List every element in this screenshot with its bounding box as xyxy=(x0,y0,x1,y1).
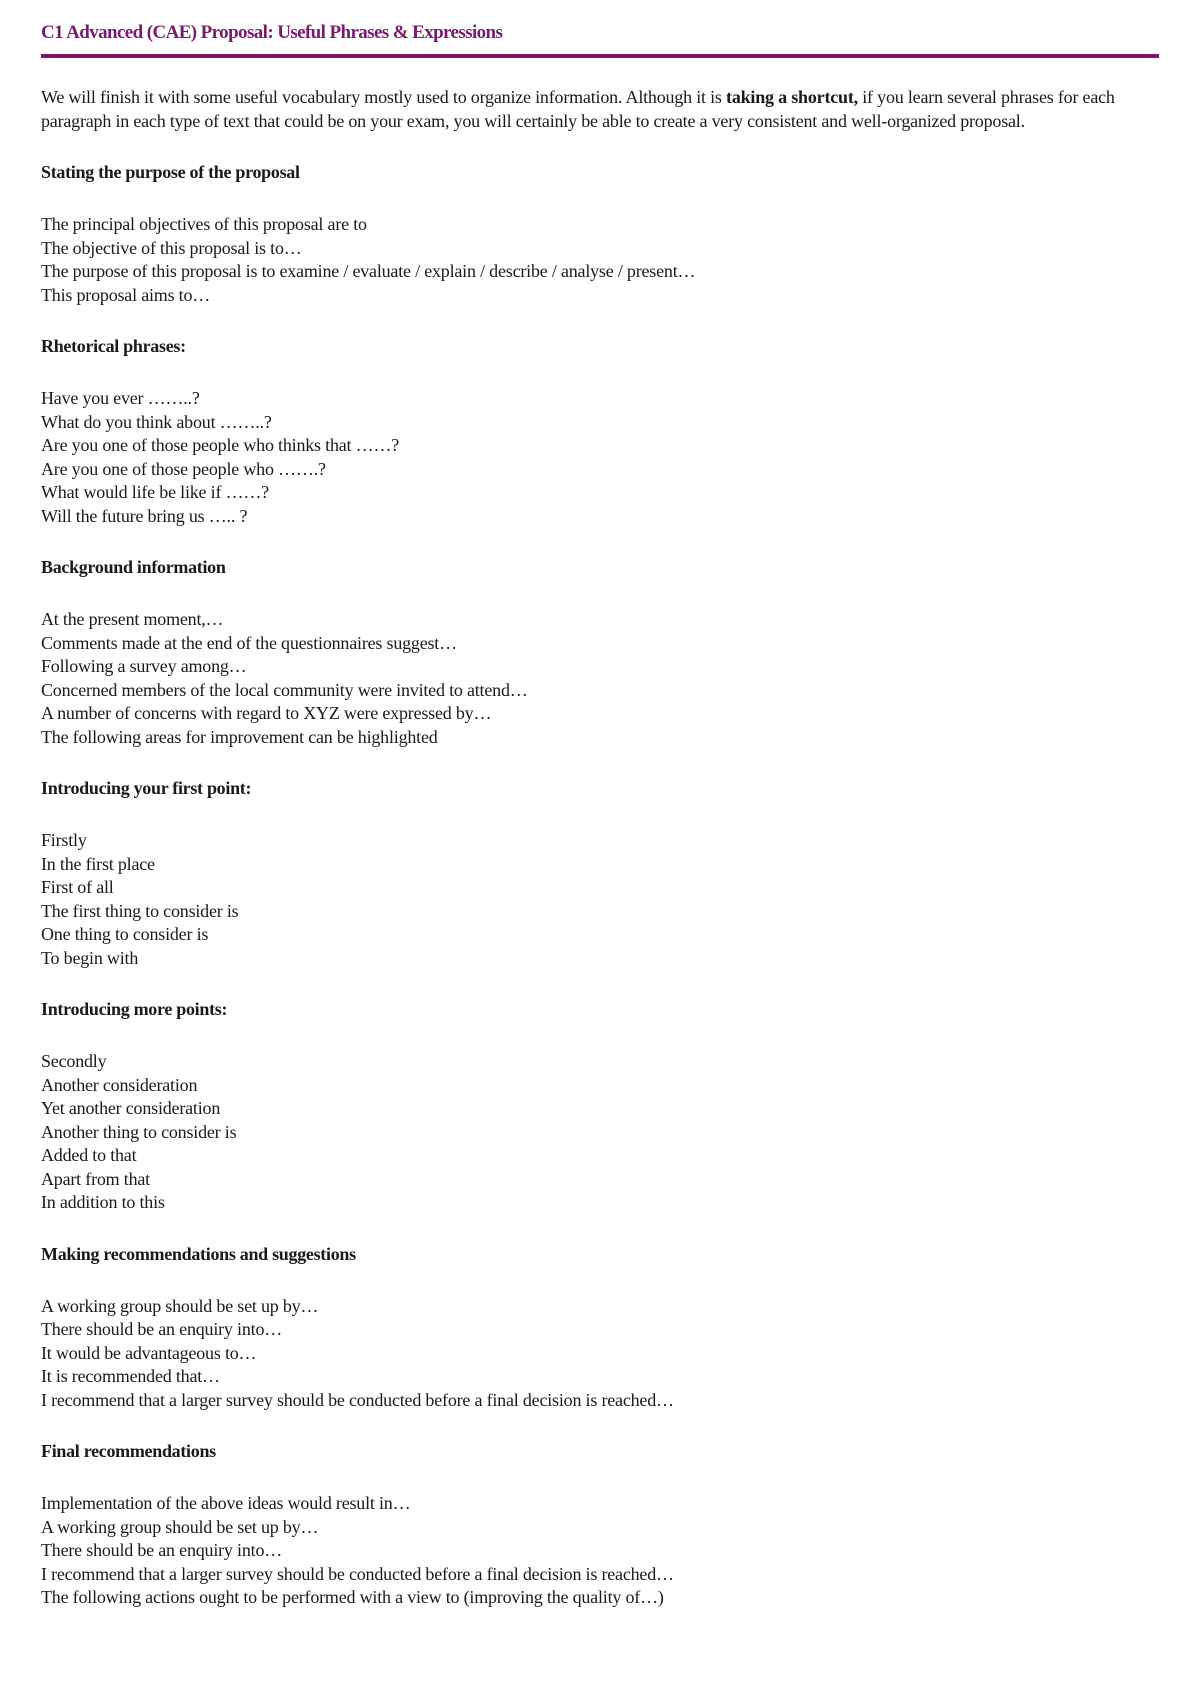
phrase-item: The following areas for improvement can be highlighted xyxy=(41,726,438,747)
phrase-section xyxy=(41,335,1159,528)
phrase-item: There should be an enquiry into… xyxy=(41,1540,283,1560)
phrase-item: Another thing to consider is xyxy=(41,1121,237,1142)
phrase-item: Added to that xyxy=(41,1145,137,1165)
phrase-list xyxy=(41,608,1159,749)
phrase-section xyxy=(41,777,1159,970)
phrase-item: A working group should be set up by… xyxy=(41,1295,319,1316)
phrase-item: It would be advantageous to… xyxy=(41,1342,257,1363)
phrase-item: The objective of this proposal is to… xyxy=(41,237,302,258)
phrase-item: Are you one of those people who thinks that ……? xyxy=(41,435,400,455)
phrase-sections xyxy=(41,161,1159,1610)
phrase-item: There should be an enquiry into… xyxy=(41,1319,283,1339)
phrase-list xyxy=(41,1492,1159,1610)
section-heading: Introducing more points: xyxy=(41,999,228,1019)
phrase-list xyxy=(41,829,1159,970)
phrase-section xyxy=(41,556,1159,749)
phrase-list xyxy=(41,387,1159,528)
phrase-item: Secondly xyxy=(41,1051,107,1071)
phrase-item: In addition to this xyxy=(41,1192,165,1212)
phrase-item: A working group should be set up by… xyxy=(41,1516,319,1537)
phrase-item: First of all xyxy=(41,877,114,897)
phrase-item: Are you one of those people who …….? xyxy=(41,458,326,479)
phrase-item: Will the future bring us ….. ? xyxy=(41,505,248,526)
phrase-section xyxy=(41,998,1159,1215)
phrase-section xyxy=(41,1243,1159,1413)
phrase-item: Firstly xyxy=(41,830,87,850)
phrase-item: One thing to consider is xyxy=(41,924,209,944)
phrase-item: Another consideration xyxy=(41,1074,198,1095)
phrase-item: Yet another consideration xyxy=(41,1098,221,1118)
section-heading: Making recommendations and suggestions xyxy=(41,1243,356,1264)
intro-text-after: if you learn several phrases for each paragraph in each type of text that could be on your exam, you will certainly be able to create a very consistent and well-organized proposal. xyxy=(41,87,1115,131)
phrase-item: The first thing to consider is xyxy=(41,900,239,921)
phrase-item: Following a survey among… xyxy=(41,656,247,676)
document-page xyxy=(41,22,1159,1610)
section-heading: Rhetorical phrases: xyxy=(41,336,186,356)
section-heading: Stating the purpose of the proposal xyxy=(41,162,300,182)
phrase-item: What would life be like if ……? xyxy=(41,482,269,502)
section-heading: Final recommendations xyxy=(41,1441,216,1461)
phrase-item: A number of concerns with regard to XYZ were expressed by… xyxy=(41,703,492,723)
phrase-section xyxy=(41,161,1159,307)
phrase-item: Have you ever ……..? xyxy=(41,388,200,408)
document-title: C1 Advanced (CAE) Proposal: Useful Phrases & Expressions xyxy=(41,22,1159,58)
phrase-item: Apart from that xyxy=(41,1168,150,1189)
phrase-item: It is recommended that… xyxy=(41,1366,220,1386)
phrase-section xyxy=(41,1440,1159,1610)
phrase-item: I recommend that a larger survey should be conducted before a final decision is reached… xyxy=(41,1563,674,1584)
phrase-item: I recommend that a larger survey should be conducted before a final decision is reached… xyxy=(41,1389,674,1410)
intro-text-bold: taking a shortcut, xyxy=(726,87,858,107)
phrase-item: What do you think about ……..? xyxy=(41,411,272,432)
section-heading: Introducing your first point: xyxy=(41,778,252,798)
phrase-item: This proposal aims to… xyxy=(41,284,211,305)
phrase-item: The principal objectives of this proposal are to xyxy=(41,214,367,234)
phrase-item: To begin with xyxy=(41,947,139,968)
phrase-item: At the present moment,… xyxy=(41,609,224,629)
phrase-item: In the first place xyxy=(41,853,155,874)
phrase-item: Comments made at the end of the questionnaires suggest… xyxy=(41,632,457,653)
phrase-list xyxy=(41,1295,1159,1413)
phrase-item: Concerned members of the local community were invited to attend… xyxy=(41,679,528,700)
phrase-item: The purpose of this proposal is to examine / evaluate / explain / describe / analyse / present… xyxy=(41,261,696,281)
intro-paragraph xyxy=(41,86,1159,133)
section-heading: Background information xyxy=(41,557,226,577)
phrase-list xyxy=(41,213,1159,307)
phrase-list xyxy=(41,1050,1159,1215)
phrase-item: Implementation of the above ideas would result in… xyxy=(41,1493,411,1513)
phrase-item: The following actions ought to be performed with a view to (improving the quality of…) xyxy=(41,1587,664,1607)
intro-text-before: We will finish it with some useful vocabulary mostly used to organize information. Although it is xyxy=(41,87,727,107)
